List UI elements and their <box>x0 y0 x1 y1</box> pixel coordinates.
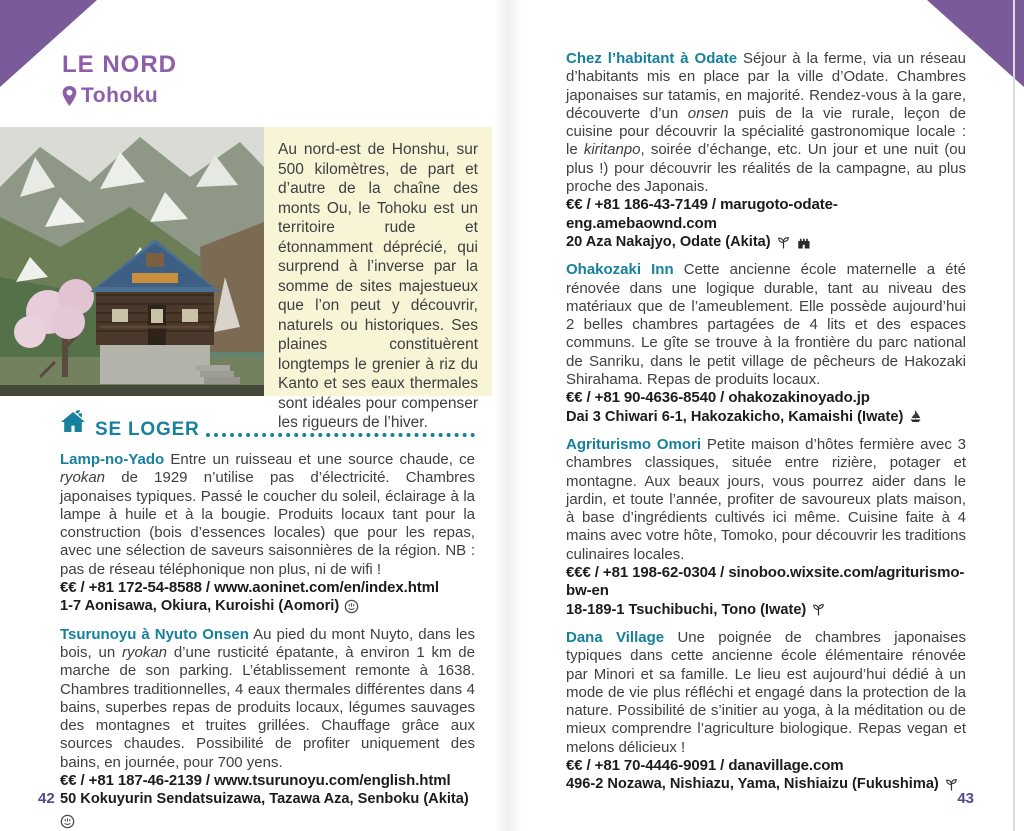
listing-chez-habitant-odate <box>566 50 966 251</box>
listing-name: Chez l’habitant à Odate <box>566 50 738 67</box>
intro-box <box>264 127 492 431</box>
listing-agriturismo-omori <box>566 436 966 619</box>
listing-ohakozaki-inn <box>566 261 966 426</box>
onsen-icon <box>344 599 359 614</box>
listing-address: 1-7 Aonisawa, Okiura, Kuroishi (Aomori) <box>60 597 475 615</box>
left-column <box>60 410 475 831</box>
page-number-right: 43 <box>957 790 974 807</box>
listing-body: Cette ancienne école maternelle a été rénovée dans une logique durable, tant au niveau des matériaux que de l’ameublement. Elle possède aujourd’hui 2 belles chambres partagées de 4 lits et des espaces communs. Le gîte se trouve à la frontière du parc national de Sanriku, dans le petit village de pêcheurs de Hakozaki Shirahama. Repas de produits locaux. <box>566 261 966 389</box>
listing-address: 20 Aza Nakajyo, Odate (Akita) <box>566 233 966 251</box>
listing-name: Ohakozaki Inn <box>566 261 674 279</box>
page-number-left: 42 <box>38 790 55 807</box>
sprout-icon <box>811 602 826 617</box>
listing-body: Une poignée de chambres japonaises typiques dans cette ancienne école élémentaire rénovée par Minori et sa famille. Le lieu est aujourd’hui dédié à un mode de vie plus réfléchi et engagé dans la protection de la nature. Possibilité de s’initier au yoga, à la méditation ou de mieux comprendre l’agriculture biologique. Repas vegan et melons délicieux ! <box>566 628 966 756</box>
photo-tohoku-cabin <box>0 127 264 396</box>
listing-body: Entre un ruisseau et une source chaude, ce ryokan de 1929 n’utilise pas d’électricité. Chambres japonaises typiques. Passé le coucher du soleil, éclairage à la lampe à huile et à la bougie. Produits locaux tant pour la construction (bois d’essences locales) que pour les repas, avec une sélection de saveurs saisonnières de la région. NB : pas de réseau téléphonique non plus, ni de wifi ! <box>60 451 476 578</box>
castle-icon <box>796 235 811 250</box>
section-title: SE LOGER <box>95 419 200 440</box>
listing-body: Petite maison d’hôtes fermière avec 3 chambres classiques, située entre rizière, potager et montagne. Aux beaux jours, vous pourrez aider dans le jardin, et toute l’année, profiter de savoureux plats maison, à base d’ingrédients cultivés ici même. Cuisine faite à 4 mains avec votre hôte, Tomoko, pour découvrir les traditions culinaires locales. <box>566 435 966 563</box>
map-pin-icon <box>62 86 77 107</box>
listing-contact: €€€ / +81 198-62-0304 / sinoboo.wixsite.com/agriturismo-bw-en <box>566 564 965 600</box>
location-label: Tohoku <box>81 84 159 108</box>
onsen-icon <box>60 814 75 829</box>
sailboat-icon <box>908 409 923 424</box>
listing-name: Dana Village <box>566 628 665 646</box>
listing-dana-village <box>566 629 966 794</box>
listing-address: Dai 3 Chiwari 6-1, Hakozakicho, Kamaishi (Iwate) <box>566 408 966 426</box>
region-header <box>62 52 177 108</box>
listing-address: 18-189-1 Tsuchibuchi, Tono (Iwate) <box>566 601 966 619</box>
location-row <box>62 84 177 108</box>
page-title: LE NORD <box>62 51 177 78</box>
section-se-loger <box>60 410 475 439</box>
right-column <box>566 50 966 804</box>
listing-name: Agriturismo Omori <box>566 435 701 453</box>
listing-contact: €€ / +81 186-43-7149 / marugoto-odate-eng.amebaownd.com <box>566 196 838 232</box>
listing-lamp-no-yado <box>60 451 475 616</box>
lodging-house-icon <box>60 410 86 439</box>
listing-name: Tsurunoyu à Nyuto Onsen <box>60 625 249 643</box>
listing-name: Lamp-no-Yado <box>60 451 165 468</box>
listing-body: Au pied du mont Nuyto, dans les bois, un ryokan d’une rusticité épatante, à environ 1 km de marche de son parking. L’établissement remonte à 1638. Chambres traditionnelles, 4 eaux thermales différentes dans 4 bains, superbes repas de produits locaux, légumes sauvages des montagnes et truites grillées. Chauffage grâce aux sources chaudes. Possibilité de profiter uniquement des bains, en journée, pour 700 yens. <box>60 625 475 771</box>
listing-tsurunoyu <box>60 626 475 829</box>
listing-body: Séjour à la ferme, via un réseau d’habitants mis en place par la ville d’Odate. Chambres japonaises sur tatamis, en majorité. Rendez-vous à la gare, découverte d’un onsen puis de la vie rurale, leçon de cuisine pour découvrir la spécialité gastronomique locale : le kiritanpo, soirée d’échange, etc. Un jour et une nuit (ou plus !) pour découvrir les réalités de la campagne, au plus proche des Japonais. <box>566 50 966 196</box>
page-gutter <box>494 0 522 831</box>
listing-contact: €€ / +81 187-46-2139 / www.tsurunoyu.com/english.html <box>60 772 451 790</box>
listing-address: 496-2 Nozawa, Nishiazu, Yama, Nishiaizu (Fukushima) <box>566 775 966 793</box>
dotted-leader <box>206 433 475 437</box>
page-edge-line <box>1013 0 1015 831</box>
sprout-icon <box>776 235 791 250</box>
listing-contact: €€ / +81 172-54-8588 / www.aoninet.com/en/index.html <box>60 579 439 597</box>
listing-contact: €€ / +81 90-4636-8540 / ohakozakinoyado.jp <box>566 389 870 407</box>
intro-text: Au nord-est de Honshu, sur 500 kilomètres, de part et d’autre de la chaîne des monts Ou, le Tohoku est un territoire rude et étonnamment déprécié, qui surprend à l’inverse par la somme de sites majestueux que l’on peut y découvrir, naturels ou historiques. Ses plaines constituèrent longtemps le grenier à riz du Kanto et ses eaux thermales sont idéales pour compenser les rigueurs de l’hiver. <box>278 141 478 431</box>
listing-address: 50 Kokuyurin Sendatsuizawa, Tazawa Aza, Senboku (Akita) <box>60 790 475 828</box>
listing-contact: €€ / +81 70-4446-9091 / danavillage.com <box>566 756 844 774</box>
